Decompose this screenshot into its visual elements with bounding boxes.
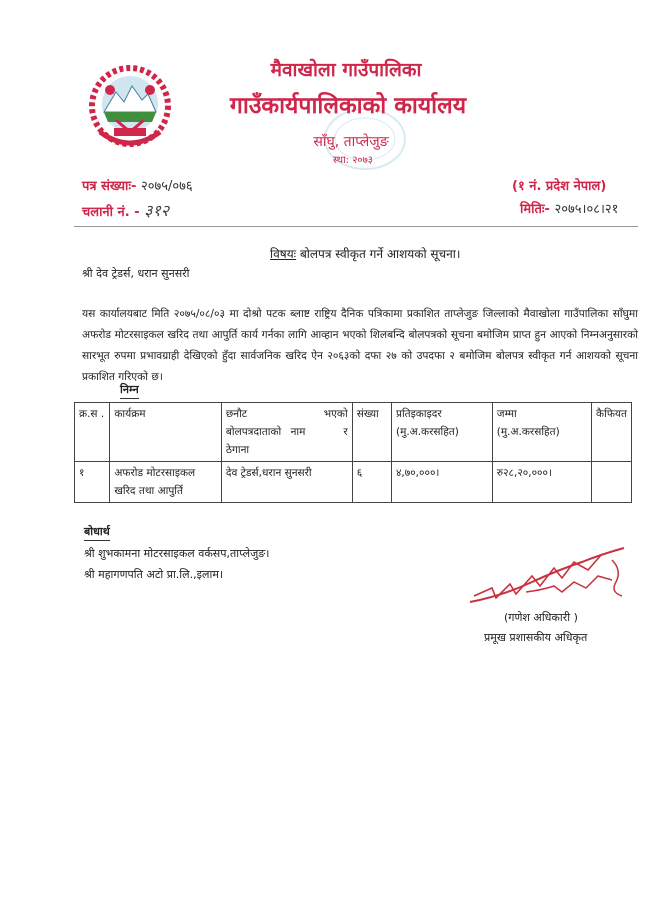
col-remarks: कैफियत <box>592 403 632 462</box>
col-bidder-word: ठेगाना <box>225 444 250 456</box>
cell-remarks <box>592 462 632 503</box>
cell-bidder: देव ट्रेडर्स,धरान सुनसरी <box>221 462 352 503</box>
dispatch-number <box>82 199 169 221</box>
letter-number-label: पत्र संख्याः- <box>82 179 137 194</box>
col-unit-rate <box>391 403 492 462</box>
col-total <box>492 403 591 462</box>
col-bidder-word: भएको <box>323 408 348 420</box>
col-total-title: जम्मा <box>496 408 517 420</box>
col-total-note: (मु.अ.करसहित) <box>496 426 560 438</box>
cell-serial: १ <box>75 462 110 503</box>
subject-prefix: विषयः <box>270 247 297 261</box>
dispatch-number-label: चलानी नं. - <box>82 205 140 220</box>
table-caption: निम्न <box>120 382 139 399</box>
col-bidder-word: बोलपत्रदाताको <box>225 426 282 438</box>
cc-item: श्री महागणपति अटो प्रा.लि.,इलाम। <box>84 568 224 581</box>
office-name: गाउँकार्यपालिकाको कार्यालय <box>229 93 467 119</box>
signatory-title: प्रमूख प्रशासकीय अधिकृत <box>484 631 588 644</box>
cc-item: श्री शुभकामना मोटरसाइकल वर्कसप,ताप्लेजुङ। <box>84 547 270 560</box>
addressee: श्री देव ट्रेडर्स, धरान सुनसरी <box>82 267 190 280</box>
col-bidder-word: नाम <box>290 426 306 438</box>
nepal-emblem-icon <box>86 62 174 152</box>
letter-number <box>82 176 193 194</box>
col-bidder <box>221 403 352 462</box>
notice-body: यस कार्यालयबाट मिति २०७५/०८/०३ मा दोश्रो पटक ब्लाष्ट राष्ट्रिय दैनिक पत्रिकामा प्रकाशित ताप्लेजुङ जिल्लाको मैवाखोला गाउँपालिका साँघुमा अफरोड मोटरसाइकल खरिद तथा आपुर्ति कार्य गर्नका लागि आव्हान भएको शिलबन्दि बोलपत्रको सूचना बमोजिम प्राप्त हुन आएको निम्नअनुसारको सारभूत रुपमा प्रभावग्राही देखिएको हुँदा सार्वजनिक खरिद ऐन २०६३को दफा २७ को उपदफा २ बमोजिम बोलपत्र स्वीकृत गर्न आशयको सूचना प्रकाशित गरिएको छ। <box>82 308 638 383</box>
handwritten-signature <box>462 540 642 620</box>
col-unit-rate-title: प्रतिइकाइदर <box>395 408 442 420</box>
cell-total: रु२८,२०,०००। <box>492 462 591 503</box>
col-quantity: संख्या <box>352 403 391 462</box>
office-address: साँघु, ताप्लेजुङ <box>313 134 389 150</box>
dispatch-number-value: ३१२ <box>144 201 170 220</box>
signatory-name: (गणेश अधिकारी ) <box>504 611 578 624</box>
province-label: (१ नं. प्रदेश नेपाल) <box>512 179 607 194</box>
col-unit-rate-note: (मु.अ.करसहित) <box>395 426 459 438</box>
bid-table <box>74 402 632 503</box>
cell-program: अफरोड मोटरसाइकल खरिद तथा आपुर्ति <box>110 462 222 503</box>
header-divider <box>74 226 638 227</box>
cell-unit-rate: ४,७०,०००। <box>391 462 492 503</box>
table-header-row <box>75 403 632 462</box>
subject-line <box>270 245 460 262</box>
col-bidder-word: छनौट <box>225 408 248 420</box>
col-serial: क्र.स . <box>75 403 110 462</box>
table-row <box>75 462 632 503</box>
col-program: कार्यक्रम <box>110 403 222 462</box>
date-label: मितिः- <box>520 202 550 217</box>
subject-text: बोलपत्र स्वीकृत गर्ने आशयको सूचना। <box>299 247 461 261</box>
col-bidder-word: र <box>343 426 348 438</box>
date-value: २०७५।०८।२१ <box>554 202 619 217</box>
established-year: स्था: २०७३ <box>332 155 374 166</box>
municipality-name: मैवाखोला गाउँपालिका <box>270 59 422 81</box>
cc-label: बोधार्थ <box>84 524 110 541</box>
letter-number-value: २०७५/०७६ <box>140 179 193 194</box>
letter-date <box>520 199 618 217</box>
cell-quantity: ६ <box>352 462 391 503</box>
